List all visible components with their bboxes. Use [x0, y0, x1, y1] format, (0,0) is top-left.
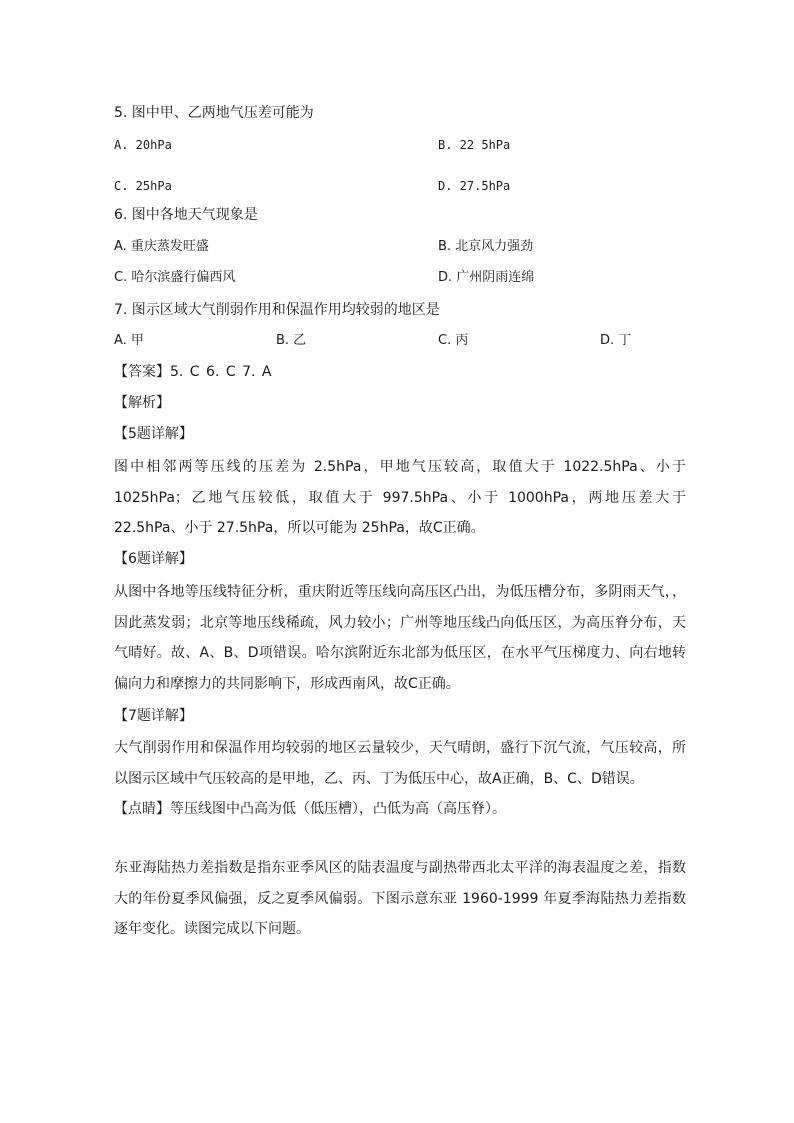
q7-stem: 7. 图示区域大气削弱作用和保温作用均较弱的地区是: [114, 302, 440, 318]
q7-option-c: C. 丙: [438, 333, 469, 348]
detail-5-title: 【5题详解】: [114, 426, 193, 442]
tip-note: 【点睛】等压线图中凸高为低（低压槽），凸低为高（高压脊）。: [114, 801, 506, 817]
detail-7-body: 大气削弱作用和保温作用均较弱的地区云量较少，天气晴朗，盛行下沉气流，气压较高，所以图示区域中气压较高的是甲地，乙、丙、丁为低压中心，故A正确，B、C、D错误。: [114, 740, 686, 787]
q5-option-a: A. 20hPa: [114, 138, 172, 152]
detail-7-title: 【7题详解】: [114, 708, 193, 724]
detail-6-body: 从图中各地等压线特征分析，重庆附近等压线向高压区凸出，为低压槽分布，多阴雨天气，，因此蒸发弱；北京等地压线稀疏，风力较小；广州等地压线凸向低压区，为高压脊分布，天气晴好。故、A、B、D项错误。哈尔滨附近东北部为低压区，在水平气压梯度力、向右地转偏向力和摩擦力的共同影响下，形成西南风，故C正确。: [114, 584, 686, 692]
q7-option-b: B. 乙: [276, 333, 307, 348]
q5-option-b: B. 22 5hPa: [438, 138, 511, 152]
q5-stem: 5. 图中甲、乙两地气压差可能为: [114, 105, 314, 121]
q7-option-a: A. 甲: [114, 333, 144, 348]
q6-option-d: D. 广州阴雨连绵: [438, 270, 535, 285]
q5-option-c: C. 25hPa: [114, 179, 172, 193]
q6-option-b: B. 北京风力强劲: [438, 239, 534, 254]
analysis-label: 【解析】: [114, 395, 170, 411]
answer-key: 【答案】5. C 6. C 7. A: [114, 364, 272, 380]
detail-5-body: 图中相邻两等压线的压差为 2.5hPa，甲地气压较高，取值大于 1022.5hPa、小于 1025hPa；乙地气压较低，取值大于 997.5hPa、小于 1000hPa，两地压差大于 22.5hPa、小于 27.5hPa，所以可能为 25hPa，故C正确。: [114, 459, 686, 536]
q6-stem: 6. 图中各地天气现象是: [114, 207, 258, 223]
q5-option-d: D. 27.5hPa: [438, 179, 511, 193]
detail-6-title: 【6题详解】: [114, 551, 193, 567]
intro-paragraph: 东亚海陆热力差指数是指东亚季风区的陆表温度与副热带西北太平洋的海表温度之差，指数大的年份夏季风偏强，反之夏季风偏弱。下图示意东亚 1960-1999 年夏季海陆热力差指数逐年变化。读图完成以下问题。: [114, 860, 686, 937]
q6-option-c: C. 哈尔滨盛行偏西风: [114, 270, 236, 285]
q7-option-d: D. 丁: [600, 333, 632, 348]
q6-option-a: A. 重庆蒸发旺盛: [114, 239, 209, 254]
